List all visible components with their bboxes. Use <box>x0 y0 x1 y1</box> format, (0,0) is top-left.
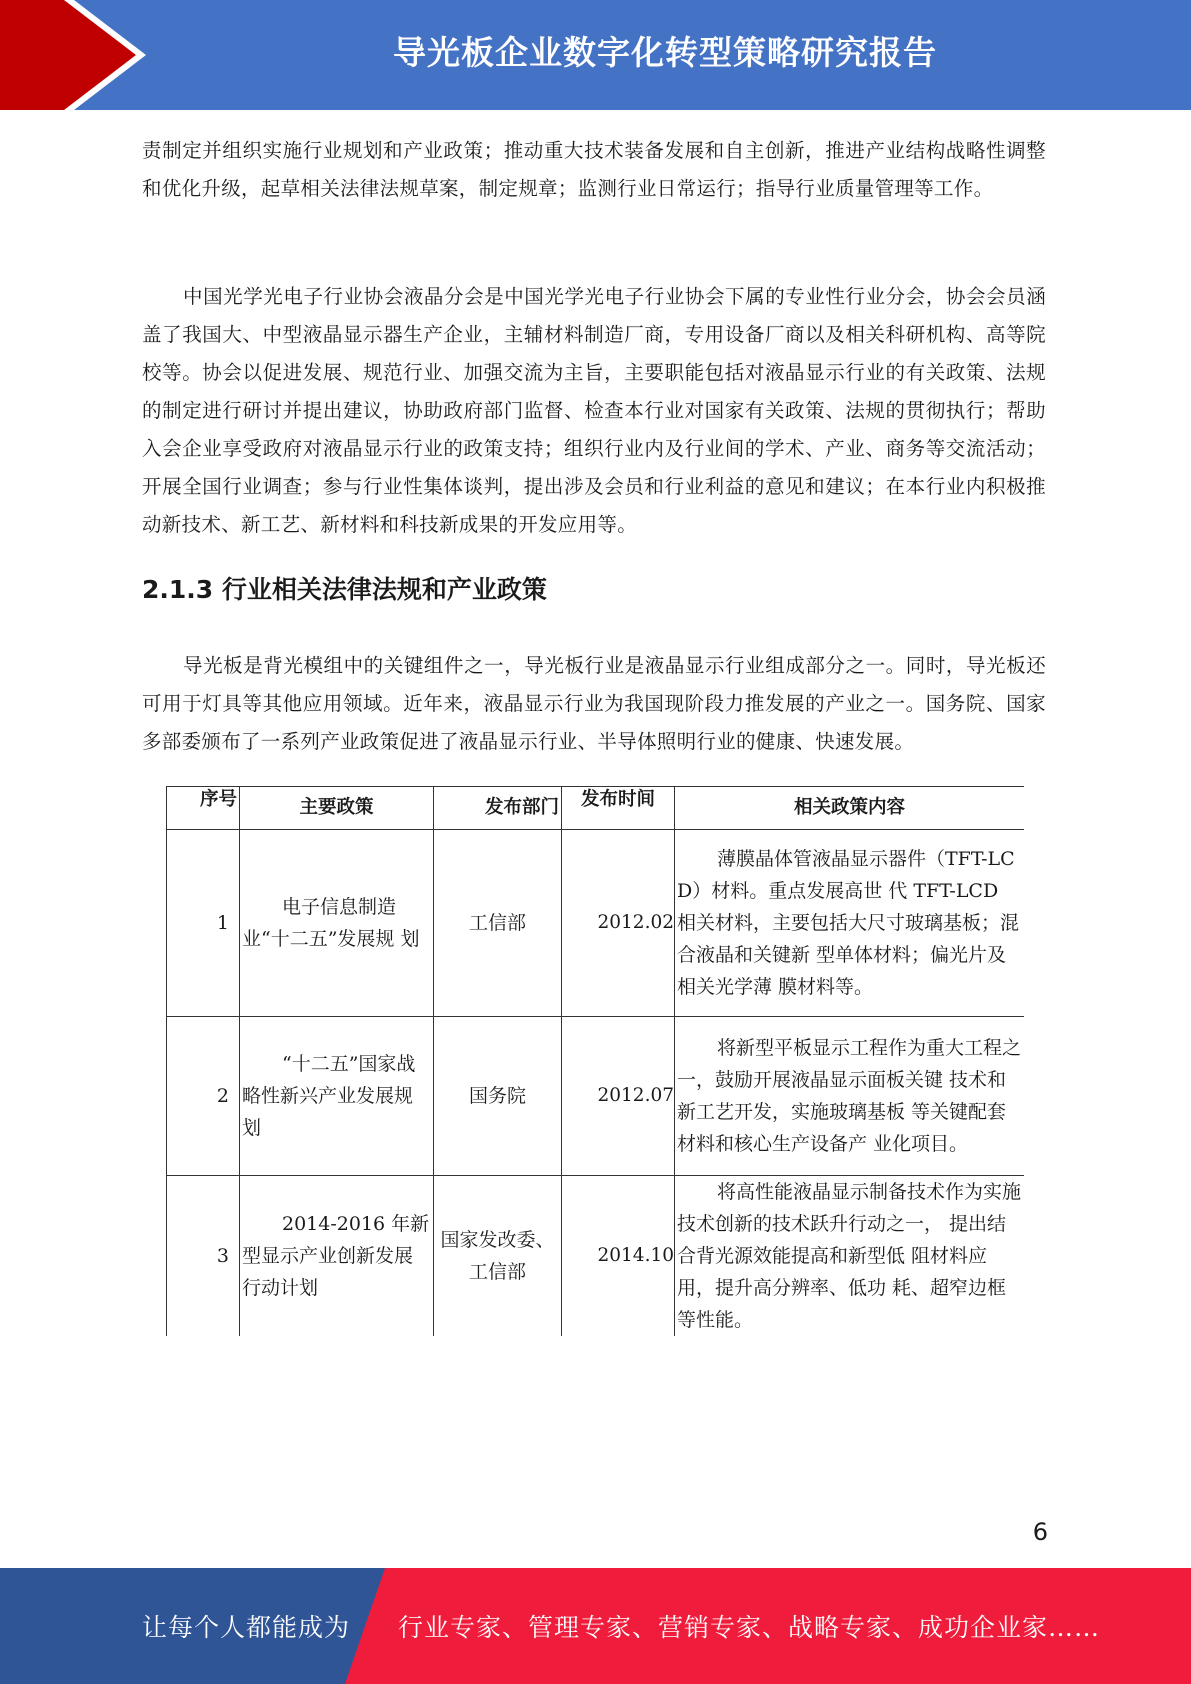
header-banner <box>0 0 1191 110</box>
paragraph-ministry-duties: 责制定并组织实施行业规划和产业政策；推动重大技术装备发展和自主创新，推进产业结构战略性调整和优化升级，起草相关法律法规草案，制定规章；监测行业日常运行；指导行业质量管理等工作。 <box>142 139 1046 200</box>
cell-content: 薄膜晶体管液晶显示器件（TFT-LC D）材料。重点发展高世 代 TFT-LCD 相关材料，主要包括大尺寸玻璃基板；混合液晶和关键新 型单体材料；偏光片及相关光学薄 膜材料等。 <box>675 830 1025 1017</box>
header-date: 发布时间 <box>562 787 675 830</box>
cell-date: 2012.07 <box>562 1017 675 1176</box>
policy-table-container <box>166 786 1024 1336</box>
cell-content: 将高性能液晶显示制备技术作为实施技术创新的技术跃升行动之一， 提出结合背光源效能提高和新型低 阻材料应用，提升高分辨率、低功 耗、超窄边框等性能。 <box>675 1176 1025 1337</box>
cell-policy: 2014-2016 年新型显示产业创新发展 行动计划 <box>240 1176 434 1337</box>
paragraph-association: 中国光学光电子行业协会液晶分会是中国光学光电子行业协会下属的专业性行业分会，协会会员涵盖了我国大、中型液晶显示器生产企业，主辅材料制造厂商，专用设备厂商以及相关科研机构、高等院校等。协会以促进发展、规范行业、加强交流为主旨，主要职能包括对液晶显示行业的有关政策、法规的制定进行研讨并提出建议，协助政府部门监督、检查本行业对国家有关政策、法规的贯彻执行；帮助入会企业享受政府对液晶显示行业的政策支持；组织行业内及行业间的学术、产业、商务等交流活动；开展全国行业调查；参与行业性集体谈判，提出涉及会员和行业利益的意见和建议；在本行业内积极推动新技术、新工艺、新材料和科技新成果的开发应用等。 <box>142 285 1046 536</box>
cell-seq: 2 <box>167 1017 240 1176</box>
table-row <box>167 830 1025 1017</box>
header-content: 相关政策内容 <box>675 787 1025 830</box>
header-seq: 序号 <box>167 787 240 830</box>
header-arrow-decoration <box>0 0 160 110</box>
header-policy: 主要政策 <box>240 787 434 830</box>
cell-content: 将新型平板显示工程作为重大工程之一，鼓励开展液晶显示面板关键 技术和新工艺开发，实施玻璃基板 等关键配套材料和核心生产设备产 业化项目。 <box>675 1017 1025 1176</box>
section-heading: 2.1.3 行业相关法律法规和产业政策 <box>142 575 547 604</box>
cell-dept: 国家发改委、工信部 <box>434 1176 562 1337</box>
cell-date: 2014.10 <box>562 1176 675 1337</box>
cell-seq: 3 <box>167 1176 240 1337</box>
cell-policy: 电子信息制造业“十二五”发展规 划 <box>240 830 434 1017</box>
cell-seq: 1 <box>167 830 240 1017</box>
header-dept: 发布部门 <box>434 787 562 830</box>
cell-dept: 工信部 <box>434 830 562 1017</box>
footer-slogan-right: 行业专家、管理专家、营销专家、战略专家、成功企业家…… <box>398 1613 1101 1642</box>
footer-banner <box>0 1568 1191 1684</box>
cell-date: 2012.02 <box>562 830 675 1017</box>
table-row <box>167 1176 1025 1337</box>
footer-slogan-left: 让每个人都能成为 <box>142 1613 351 1642</box>
page-number: 6 <box>1032 1518 1048 1546</box>
policy-table <box>166 786 1024 1336</box>
report-title: 导光板企业数字化转型策略研究报告 <box>393 33 937 72</box>
table-header-row <box>167 787 1025 830</box>
paragraph-light-guide-policy: 导光板是背光模组中的关键组件之一，导光板行业是液晶显示行业组成部分之一。同时，导光板还可用于灯具等其他应用领域。近年来，液晶显示行业为我国现阶段力推发展的产业之一。国务院、国家多部委颁布了一系列产业政策促进了液晶显示行业、半导体照明行业的健康、快速发展。 <box>142 654 1046 753</box>
cell-policy: “十二五”国家战 略性新兴产业发展规划 <box>240 1017 434 1176</box>
cell-dept: 国务院 <box>434 1017 562 1176</box>
table-row <box>167 1017 1025 1176</box>
